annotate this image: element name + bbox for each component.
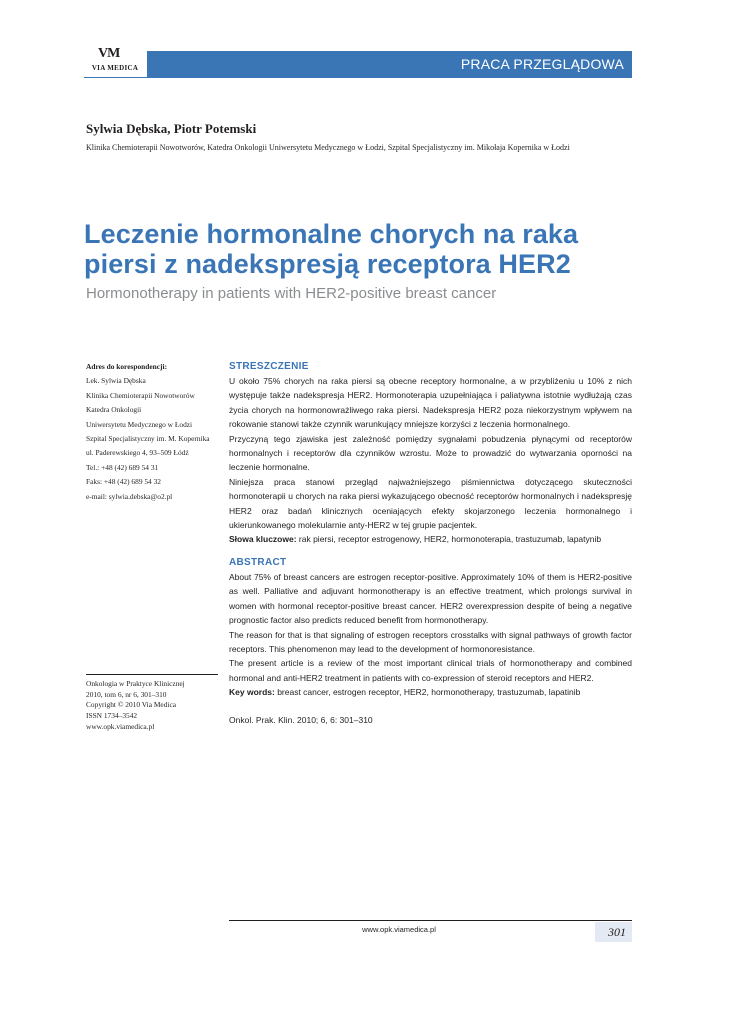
keywords-text: rak piersi, receptor estrogenowy, HER2, hormonoterapia, trastuzumab, lapatynib [296,534,602,545]
footer-url: www.opk.viamedica.pl [362,925,436,934]
title-line: piersi z nadekspresją receptora HER2 [84,249,571,279]
keywords-label: Key words: [229,687,275,698]
page-number: 301 [608,925,626,939]
streszczenie-paragraph: U około 75% chorych na raka piersi są obecne receptory hormonalne, a w przybliżeniu u 10% z nich występuje także nadekspresja HER2. Hormonoterapia uzupełniająca i paliatywna istotnie wydłużają czas życia chorych na hormonowrażliwego raka piersi. Nadekspresja HER2 poza niekorzystnym wpływem na rokowanie stanowi także czynnik warunkujący mniejsze korzyści z leczenia hormonalnego. [229,376,632,430]
abstract-paragraph: The present article is a review of the most important clinical trials of hormonotherapy and combined hormonal and anti-HER2 treatment in patients with co-expression of steroid receptors and HER2. [229,658,632,683]
correspondence-block [86,360,226,504]
logo-text: VIA MEDICA [91,64,139,72]
abstract-heading: ABSTRACT [229,556,287,568]
journal-info [86,679,226,733]
streszczenie-heading: STRESZCZENIE [229,361,309,372]
streszczenie-paragraph: Niniejsza praca stanowi przegląd najważniejszego piśmiennictwa dotyczącego skuteczności hormonoterapii u chorych na raka piersi wykazującego obecność receptorów hormonalnych i nadekspresję HER2 oraz badań klinicznych oceniających efekty skojarzonego leczenia hormonalnego i ukierunkowanego molekularnie anty-HER2 w tej grupie pacjentek. [229,476,632,531]
article-title [84,219,644,279]
sidebar-divider [86,674,218,675]
authors: Sylwia Dębska, Piotr Potemski [86,121,257,136]
correspondence-line: Lek. Sylwia Dębska [86,376,146,386]
via-medica-logo-mark [98,46,128,64]
keywords-label: Słowa kluczowe: [229,534,297,545]
streszczenie-keywords [229,532,632,546]
section-label: PRACA PRZEGLĄDOWA [460,56,624,72]
title-line: Leczenie hormonalne chorych na raka [84,219,579,249]
correspondence-line: Katedra Onkologii [86,405,142,415]
logo-letters: VM [98,46,120,61]
correspondence-line: Tel.: +48 (42) 689 54 31 [86,462,159,472]
article-subtitle: Hormonotherapy in patients with HER2-positive breast cancer [86,285,497,302]
correspondence-line: Uniwersytetu Medycznego w Łodzi [86,419,193,429]
correspondence-line: Klinika Chemioterapii Nowotworów [86,390,195,400]
page-number-box [595,922,632,942]
affiliation: Klinika Chemioterapii Nowotworów, Katedra Onkologii Uniwersytetu Medycznego w Łodzi, Szpital Specjalistyczny im. Mikołaja Kopernika w Łodzi [86,143,570,152]
journal-info-line: Copyright © 2010 Via Medica [86,700,177,710]
correspondence-line: Szpital Specjalistyczny im. M. Kopernika [86,434,210,444]
abstract-paragraph: About 75% of breast cancers are estrogen receptor-positive. Approximately 10% of them is HER2-positive as well. Palliative and adjuvant hormonotherapy is an effective treatment, which prolongs survival in women with hormonal receptor-positive breast cancer. HER2 overexpression despite of being a negative prognostic factor also predicts reduced benefit from hormonotherapy. [229,571,632,626]
abstract-column [229,360,632,727]
abstract-paragraph: The reason for that is that signaling of estrogen receptors crosstalks with signal pathways of growth factor receptors. This phenomenon may lead to the development of hormonoresistance. [229,629,632,654]
keywords-text: breast cancer, estrogen receptor, HER2, hormonotherapy, trastuzumab, lapatinib [274,687,581,698]
citation: Onkol. Prak. Klin. 2010; 6, 6: 301–310 [229,714,373,725]
correspondence-email: e-mail: sylwia.debska@o2.pl [86,491,173,501]
section-header-bar [147,51,632,78]
journal-info-line: Onkologia w Praktyce Klinicznej [86,679,185,688]
correspondence-heading: Adres do korespondencji: [86,362,168,371]
via-medica-logo [84,46,146,78]
streszczenie-paragraph: Przyczyną tego zjawiska jest zależność pomiędzy sygnałami pobudzenia płynącymi od receptorów hormonalnych i receptorów dla czynników wzrostu. Może to prowadzić do wytwarzania oporności na leczenie hormonalne. [229,433,632,473]
header-rule [84,77,632,78]
abstract-keywords [229,685,632,699]
correspondence-line: Faks: +48 (42) 689 54 32 [86,477,161,487]
footer-rule [229,920,632,921]
journal-info-line: 2010, tom 6, nr 6, 301–310 [86,689,167,699]
journal-info-line: ISSN 1734–3542 [86,711,138,721]
correspondence-line: ul. Paderewskiego 4, 93–509 Łódź [86,448,189,458]
journal-info-url: www.opk.viamedica.pl [86,721,155,731]
